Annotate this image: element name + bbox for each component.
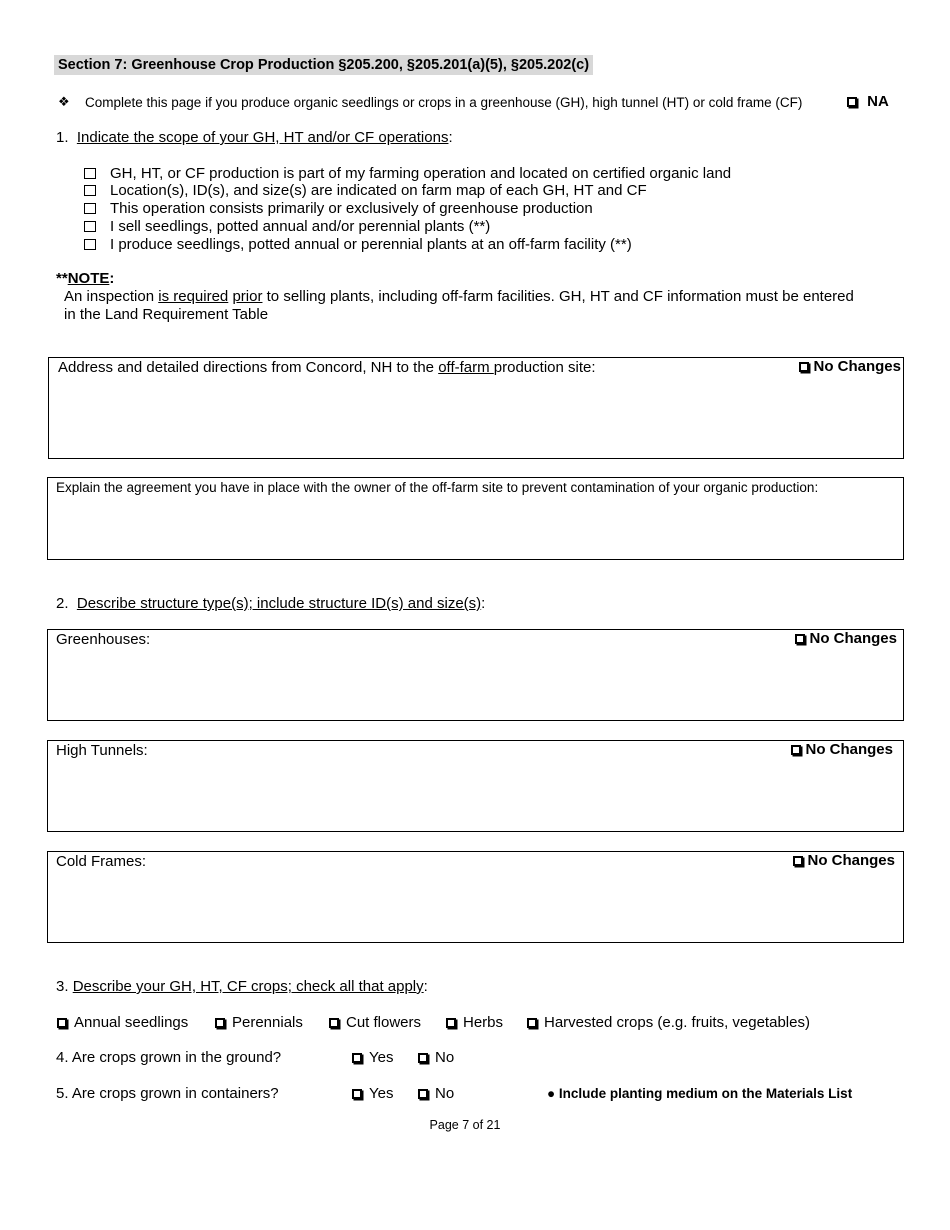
q2-question: Describe structure type(s); include structure ID(s) and size(s) — [76, 595, 482, 612]
planting-medium-note: ● Include planting medium on the Materials List — [547, 1086, 853, 1101]
no-changes-box[interactable] — [793, 856, 803, 866]
agreement-field[interactable] — [47, 477, 904, 560]
scope-option[interactable] — [84, 182, 647, 199]
q4-yes-option[interactable] — [352, 1049, 393, 1066]
no-label: No — [435, 1085, 455, 1102]
q3-colon: : — [423, 978, 428, 995]
scope-checkbox[interactable] — [84, 168, 96, 179]
cold-frames-no-changes-checkbox[interactable] — [793, 852, 895, 869]
q2-number: 2. — [56, 595, 69, 612]
q5-no-option[interactable] — [418, 1085, 454, 1102]
crop-option-label: Perennials — [232, 1014, 303, 1031]
no-label: No — [435, 1049, 455, 1066]
na-label: NA — [867, 93, 889, 110]
scope-option-label: I produce seedlings, potted annual or perennial plants at an off-farm facility (**) — [110, 236, 632, 253]
page-number: Page 7 of 21 — [429, 1118, 501, 1132]
crop-option-herbs[interactable] — [446, 1014, 503, 1031]
scope-checkbox[interactable] — [84, 221, 96, 232]
greenhouses-field[interactable] — [47, 629, 904, 721]
note-colon: : — [109, 270, 115, 287]
note-line-1 — [64, 288, 854, 305]
scope-option[interactable] — [84, 236, 632, 253]
no-changes-label: No Changes — [813, 358, 901, 375]
crop-option-label: Harvested crops (e.g. fruits, vegetables) — [544, 1014, 810, 1031]
crop-checkbox[interactable] — [527, 1018, 537, 1028]
scope-option[interactable] — [84, 165, 731, 182]
section-title: Section 7: Greenhouse Crop Production §205.200, §205.201(a)(5), §205.202(c) — [54, 55, 593, 75]
q4-no-option[interactable] — [418, 1049, 454, 1066]
greenhouses-no-changes-checkbox[interactable] — [795, 630, 897, 647]
note-heading-text: NOTE — [67, 270, 110, 287]
yes-label: Yes — [369, 1085, 394, 1102]
crop-option-label: Herbs — [463, 1014, 504, 1031]
na-checkbox[interactable] — [847, 93, 889, 110]
crop-option-cut-flowers[interactable] — [329, 1014, 421, 1031]
address-label — [58, 359, 596, 376]
high-tunnels-label: High Tunnels: — [56, 742, 148, 759]
note-emphasis: prior — [232, 288, 263, 305]
crop-option-perennials[interactable] — [215, 1014, 303, 1031]
q1-question: Indicate the scope of your GH, HT and/or CF operations — [76, 129, 449, 146]
no-changes-box[interactable] — [795, 634, 805, 644]
no-changes-box[interactable] — [791, 745, 801, 755]
scope-checkbox[interactable] — [84, 185, 96, 196]
q2-colon: : — [481, 595, 486, 612]
no-checkbox[interactable] — [418, 1089, 428, 1099]
scope-option-label: This operation consists primarily or exclusively of greenhouse production — [110, 200, 593, 217]
note-text: An inspection — [64, 288, 159, 305]
scope-option[interactable] — [84, 218, 490, 235]
q4-question: 4. Are crops grown in the ground? — [56, 1049, 282, 1066]
crop-option-label: Cut flowers — [346, 1014, 422, 1031]
no-changes-box[interactable] — [799, 362, 809, 372]
crop-checkbox[interactable] — [446, 1018, 456, 1028]
note-emphasis: is required — [158, 288, 229, 305]
note-line-2: in the Land Requirement Table — [64, 306, 269, 323]
greenhouses-label: Greenhouses: — [56, 631, 151, 648]
address-label-text: Address and detailed directions from Concord, NH to the — [58, 359, 439, 376]
scope-option-label: GH, HT, or CF production is part of my farming operation and located on certified organic land — [110, 165, 732, 182]
cold-frames-label: Cold Frames: — [56, 853, 147, 870]
high-tunnels-no-changes-checkbox[interactable] — [791, 741, 893, 758]
intro-bullet-icon: ❖ — [58, 94, 70, 109]
intro-text: Complete this page if you produce organic seedlings or crops in a greenhouse (GH), high tunnel (HT) or cold frame (CF) — [85, 95, 803, 110]
q5-question: 5. Are crops grown in containers? — [56, 1085, 279, 1102]
crop-checkbox[interactable] — [329, 1018, 339, 1028]
yes-checkbox[interactable] — [352, 1053, 362, 1063]
scope-checkbox[interactable] — [84, 239, 96, 250]
no-changes-label: No Changes — [809, 630, 897, 647]
no-changes-label: No Changes — [805, 741, 893, 758]
yes-checkbox[interactable] — [352, 1089, 362, 1099]
scope-checkbox[interactable] — [84, 203, 96, 214]
q3-question: Describe your GH, HT, CF crops; check all that apply — [72, 978, 424, 995]
yes-label: Yes — [369, 1049, 394, 1066]
cold-frames-field[interactable] — [47, 851, 904, 943]
address-label-text: production site: — [493, 359, 596, 376]
agreement-label: Explain the agreement you have in place with the owner of the off-farm site to prevent contamination of your organic production: — [56, 480, 819, 495]
scope-option-label: I sell seedlings, potted annual and/or perennial plants (**) — [110, 218, 491, 235]
no-changes-label: No Changes — [807, 852, 895, 869]
crop-checkbox[interactable] — [57, 1018, 67, 1028]
crop-option-harvested-crops[interactable] — [527, 1014, 810, 1031]
q2-heading — [56, 595, 485, 612]
crop-option-label: Annual seedlings — [74, 1014, 189, 1031]
address-label-underlined: off-farm — [438, 359, 494, 376]
q3-heading — [56, 978, 428, 995]
q1-colon: : — [448, 129, 453, 146]
na-checkbox-box[interactable] — [847, 97, 857, 107]
no-checkbox[interactable] — [418, 1053, 428, 1063]
q1-number: 1. — [56, 129, 69, 146]
address-no-changes-checkbox[interactable] — [799, 358, 901, 375]
note-text: to selling plants, including off-farm facilities. GH, HT and CF information must be entered — [262, 288, 854, 305]
q1-heading — [56, 129, 453, 146]
scope-option[interactable] — [84, 200, 593, 217]
note-prefix: ** — [56, 270, 68, 287]
note-heading — [56, 270, 114, 287]
high-tunnels-field[interactable] — [47, 740, 904, 832]
q5-yes-option[interactable] — [352, 1085, 393, 1102]
address-directions-field[interactable] — [48, 357, 904, 459]
crop-checkbox[interactable] — [215, 1018, 225, 1028]
scope-option-label: Location(s), ID(s), and size(s) are indicated on farm map of each GH, HT and CF — [110, 182, 647, 199]
q3-number: 3. — [56, 978, 69, 995]
crop-option-annual-seedlings[interactable] — [57, 1014, 188, 1031]
